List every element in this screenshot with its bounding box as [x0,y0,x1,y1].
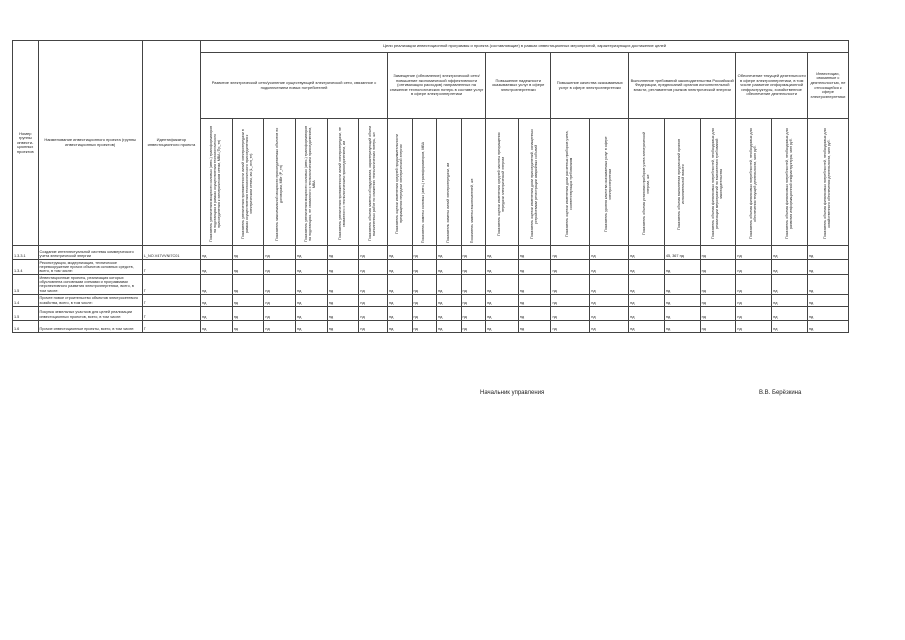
value-cell: нд [551,246,590,260]
value-cell: нд [807,294,848,306]
indicator-label: Показатель увеличения протяженности линий электропередачи, не связанного с технологическим присоединением, км [338,127,347,241]
value-cell: нд [412,320,437,332]
indicator-header [296,119,328,246]
indicator-label: Показатель объема финансовых потребностей, необходимых для хозяйственного обеспечения деятельности, млн руб. [823,128,831,240]
row-name: Реконструкция, модернизация, техническое перевооружение прочих объектов основных средств, всего, в том числе: [38,260,142,275]
value-cell: нд [664,275,700,294]
value-cell: нд [807,306,848,320]
value-cell: нд [232,306,264,320]
indicator-header [590,119,629,246]
value-cell: нд [437,306,462,320]
investment-program-table [12,40,849,333]
value-cell: нд [412,306,437,320]
value-cell: нд [327,260,359,275]
row-id: Г [142,275,200,294]
value-cell: нд [590,294,629,306]
value-cell: нд [437,275,462,294]
value-cell: нд [296,320,328,332]
value-cell: нд [327,275,359,294]
value-cell: нд [388,275,413,294]
value-cell: нд [359,275,388,294]
value-cell: нд [772,275,808,294]
value-cell: нд [296,260,328,275]
value-cell: нд [264,275,296,294]
indicator-header [736,119,772,246]
row-name: Прочие инвестиционные проекты, всего, в том числе: [38,320,142,332]
indicator-label: Показатель объема финансовых потребностей, необходимых для обеспечения текущей деятельности, млн руб. [748,128,757,240]
value-cell: нд [359,246,388,260]
value-cell: нд [700,294,736,306]
value-cell: нд [629,294,665,306]
value-cell: нд [437,320,462,332]
indicator-header [388,119,413,246]
value-cell: нд [264,246,296,260]
value-cell: нд [412,260,437,275]
value-cell: нд [359,306,388,320]
value-cell: нд [232,246,264,260]
value-cell: нд [518,320,551,332]
value-cell: нд [772,246,808,260]
value-cell: нд [518,294,551,306]
value-cell: нд [461,246,486,260]
value-cell: нд [388,320,413,332]
indicator-header [327,119,359,246]
value-cell: нд [461,320,486,332]
value-cell: нд [486,246,519,260]
value-cell: нд [629,260,665,275]
indicator-header [201,119,233,246]
value-cell: нд [201,306,233,320]
value-cell: нд [772,306,808,320]
value-cell: нд [486,306,519,320]
value-cell: нд [736,275,772,294]
value-cell: нд [296,275,328,294]
group-header-5: Выполнение требований законодательства Российской Федерации, предписаний органов исполнительной власти, регламентов рынков электрической энергии [629,53,736,119]
indicator-label: Показатель увеличения мощности силовых (авто-) трансформаторов на подстанциях в рамках осуществления технологического присоединения к электрическим сетям, МВА (Пр_тп) [209,125,222,243]
signature-name: В.В. Берёзкина [759,390,802,396]
indicator-header [486,119,519,246]
value-cell: нд [590,320,629,332]
row-number: 1.5 [13,275,39,294]
col-header-number: Номер группы инвести-ционных проектов [13,41,39,246]
value-cell: нд [201,246,233,260]
value-cell: нд [296,306,328,320]
indicator-label: Показатель замены силовых (авто-) трансформаторов, МВА [421,141,426,243]
value-cell: нд [590,275,629,294]
value-cell: нд [551,275,590,294]
value-cell: нд [437,260,462,275]
table-row [13,246,849,260]
indicator-label: Показатель замены линий электропередачи, км [445,163,450,243]
value-cell: нд [461,306,486,320]
value-cell: нд [388,246,413,260]
row-name: Прочее новое строительство объектов электросетевого хозяйства, всего, в том числе: [38,294,142,306]
value-cell: 45, 367 нд [664,246,700,260]
value-cell: нд [232,275,264,294]
value-cell: нд [700,320,736,332]
value-cell: нд [412,294,437,306]
value-cell: нд [201,320,233,332]
value-cell: нд [232,260,264,275]
col-header-id: Идентификатор инвестиционного проекта [142,41,200,246]
indicator-header [264,119,296,246]
indicator-header [461,119,486,246]
value-cell: нд [700,306,736,320]
indicator-header [437,119,462,246]
indicator-label: Показатель оценки изменения средней частоты прекращения передачи электрической энергии [496,132,505,236]
value-cell: нд [590,260,629,275]
value-cell: нд [486,275,519,294]
value-cell: нд [736,246,772,260]
group-header-2: Замещение (обновление) электрической сети/повышение экономической эффективности (оптимизация расходов) направленных на снижение технологических потерь в составе услуг в сфере электроэнергетики [388,53,486,119]
value-cell: нд [664,320,700,332]
value-cell: нд [359,294,388,306]
value-cell: нд [736,260,772,275]
row-name: Покупка земельных участков для целей реализации инвестиционных проектов, всего, в том числе: [38,306,142,320]
col-header-goals: Цели реализации инвестиционной программы и проекта (составляющие) в рамках инвестиционных мероприятий, характеризующих достижение целей [201,41,849,53]
row-name: Инвестиционные проекты, реализация которых обусловлена основными схемами и программами перспективного развития электроэнергетики, всего, в том числе: [38,275,142,294]
value-cell: нд [437,246,462,260]
value-cell: нд [518,306,551,320]
indicator-label: Показатель объема выполнения предписаний органов исполнительной власти [677,138,686,230]
value-cell: нд [664,260,700,275]
group-header-4: Повышение качества оказываемых услуг в сфере электроэнергетики [551,53,629,119]
row-number: 1.6 [13,320,39,332]
value-cell: нд [772,294,808,306]
value-cell: нд [736,294,772,306]
row-id: Г [142,320,200,332]
value-cell: нд [412,275,437,294]
value-cell: нд [327,246,359,260]
table-row [13,260,849,275]
indicator-label: Показатель оценки изменения доли расчетных приборов учета, соответствующих требованиям [565,130,574,238]
value-cell: нд [327,320,359,332]
value-cell: нд [486,320,519,332]
indicator-label: Показатель уровня качества оказываемых услуг в сфере электроэнергетики [604,136,613,232]
value-cell: нд [664,294,700,306]
value-cell: нд [296,246,328,260]
table-row [13,306,849,320]
value-cell: нд [264,294,296,306]
value-cell: нд [551,294,590,306]
value-cell: нд [736,320,772,332]
table-row [13,275,849,294]
row-number: 1.3.4 [13,260,39,275]
value-cell: нд [327,306,359,320]
row-id: L_NO.V47VVNI7C01 [142,246,200,260]
group-header-3: Повышение надежности оказываемых услуг в сфере электроэнергетики [486,53,551,119]
value-cell: нд [590,306,629,320]
indicator-header [412,119,437,246]
value-cell: нд [461,294,486,306]
value-cell: нд [359,320,388,332]
row-number: 1.5 [13,306,39,320]
value-cell: нд [590,246,629,260]
indicator-header [518,119,551,246]
value-cell: нд [461,275,486,294]
indicator-label: Показатель замены выключателей, шт. [470,177,475,243]
value-cell: нд [772,260,808,275]
indicator-label: Показатель объема замены оборудования, характеризующий объем выполненных работ по снижению технологических потерь, шт. [368,126,377,242]
indicator-header [551,119,590,246]
row-id: Г [142,294,200,306]
value-cell: нд [629,306,665,320]
value-cell: нд [232,294,264,306]
value-cell: нд [201,294,233,306]
value-cell: нд [629,320,665,332]
value-cell: нд [772,320,808,332]
indicator-header [807,119,848,246]
value-cell: нд [264,320,296,332]
value-cell: нд [551,260,590,275]
indicator-label: Показатель оценки изменения средней продолжительности прекращения передачи электрической энергии [394,134,403,234]
value-cell: нд [264,260,296,275]
value-cell: нд [486,294,519,306]
row-name: Создание интеллектуальной системы коммерческого учета электрической энергии [38,246,142,260]
value-cell: нд [700,260,736,275]
indicator-header [700,119,736,246]
value-cell: нд [486,260,519,275]
value-cell: нд [518,246,551,260]
indicator-header [772,119,808,246]
indicator-label: Показатель объема финансовых потребностей, необходимых для развития информационной инфраструктуры, млн руб. [784,128,793,240]
value-cell: нд [518,275,551,294]
indicator-header [359,119,388,246]
indicator-label: Показатель увеличения мощности силовых (авто-) трансформаторов на подстанциях, не связанного с технологическим присоединением, МВА [304,125,317,243]
col-header-name: Наименование инвестиционного проекта (группы инвестиционных проектов) [38,41,142,246]
row-number: 1.4 [13,294,39,306]
value-cell: нд [807,275,848,294]
row-id: Г [142,306,200,320]
value-cell: нд [807,260,848,275]
indicator-label: Показатель максимальной мощности присоединяемых объектов по договорам, МВт (P_тп) [274,127,283,241]
value-cell: нд [437,294,462,306]
value-cell: нд [327,294,359,306]
indicator-label: Показатель увеличения протяженности линий электропередачи в рамках осуществления технологического присоединения к электрическим сетям, км (L_лэп_тп) [241,129,254,239]
group-header-7: Инвестиции, связанные с деятельностью, не относящейся к сфере электроэнергетики [807,53,848,119]
value-cell: нд [736,306,772,320]
value-cell: нд [388,260,413,275]
indicator-header [629,119,665,246]
value-cell: нд [629,275,665,294]
signature-title: Начальник управления [480,390,545,396]
indicator-label: Показатель объема финансовых потребностей, необходимых для реализации мероприятий по выполнению требований законодательства [711,128,723,240]
value-cell: нд [807,320,848,332]
indicator-label: Показатель объема установки приборов учета электрической энергии, шт. [641,132,650,236]
value-cell: нд [551,320,590,332]
group-header-6: Обеспечение текущей деятельности в сфере электроэнергетики, в том числе развитие информационной инфраструктуры, хозяйственное обеспечение деятельности [736,53,808,119]
value-cell: нд [664,306,700,320]
value-cell: нд [700,275,736,294]
table-row [13,320,849,332]
indicator-label: Показатель оценки изменения доли присоединений, оснащенных устройствами регистрации аварийных событий [529,129,538,239]
indicator-header [232,119,264,246]
table-row [13,294,849,306]
value-cell: нд [264,306,296,320]
row-id: Г [142,260,200,275]
value-cell: нд [461,260,486,275]
group-header-1: Развитие электрической сети/усиление существующей электрической сети, связанное с подключением новых потребителей [201,53,388,119]
value-cell: нд [359,260,388,275]
value-cell: нд [201,260,233,275]
value-cell: нд [201,275,233,294]
indicator-header [664,119,700,246]
value-cell: нд [518,260,551,275]
value-cell: нд [388,306,413,320]
value-cell: нд [232,320,264,332]
value-cell: нд [388,294,413,306]
value-cell: нд [412,246,437,260]
value-cell: нд [296,294,328,306]
row-number: 1.3.3.1 [13,246,39,260]
value-cell: нд [629,246,665,260]
value-cell: нд [551,306,590,320]
value-cell: нд [700,246,736,260]
value-cell: нд [807,246,848,260]
